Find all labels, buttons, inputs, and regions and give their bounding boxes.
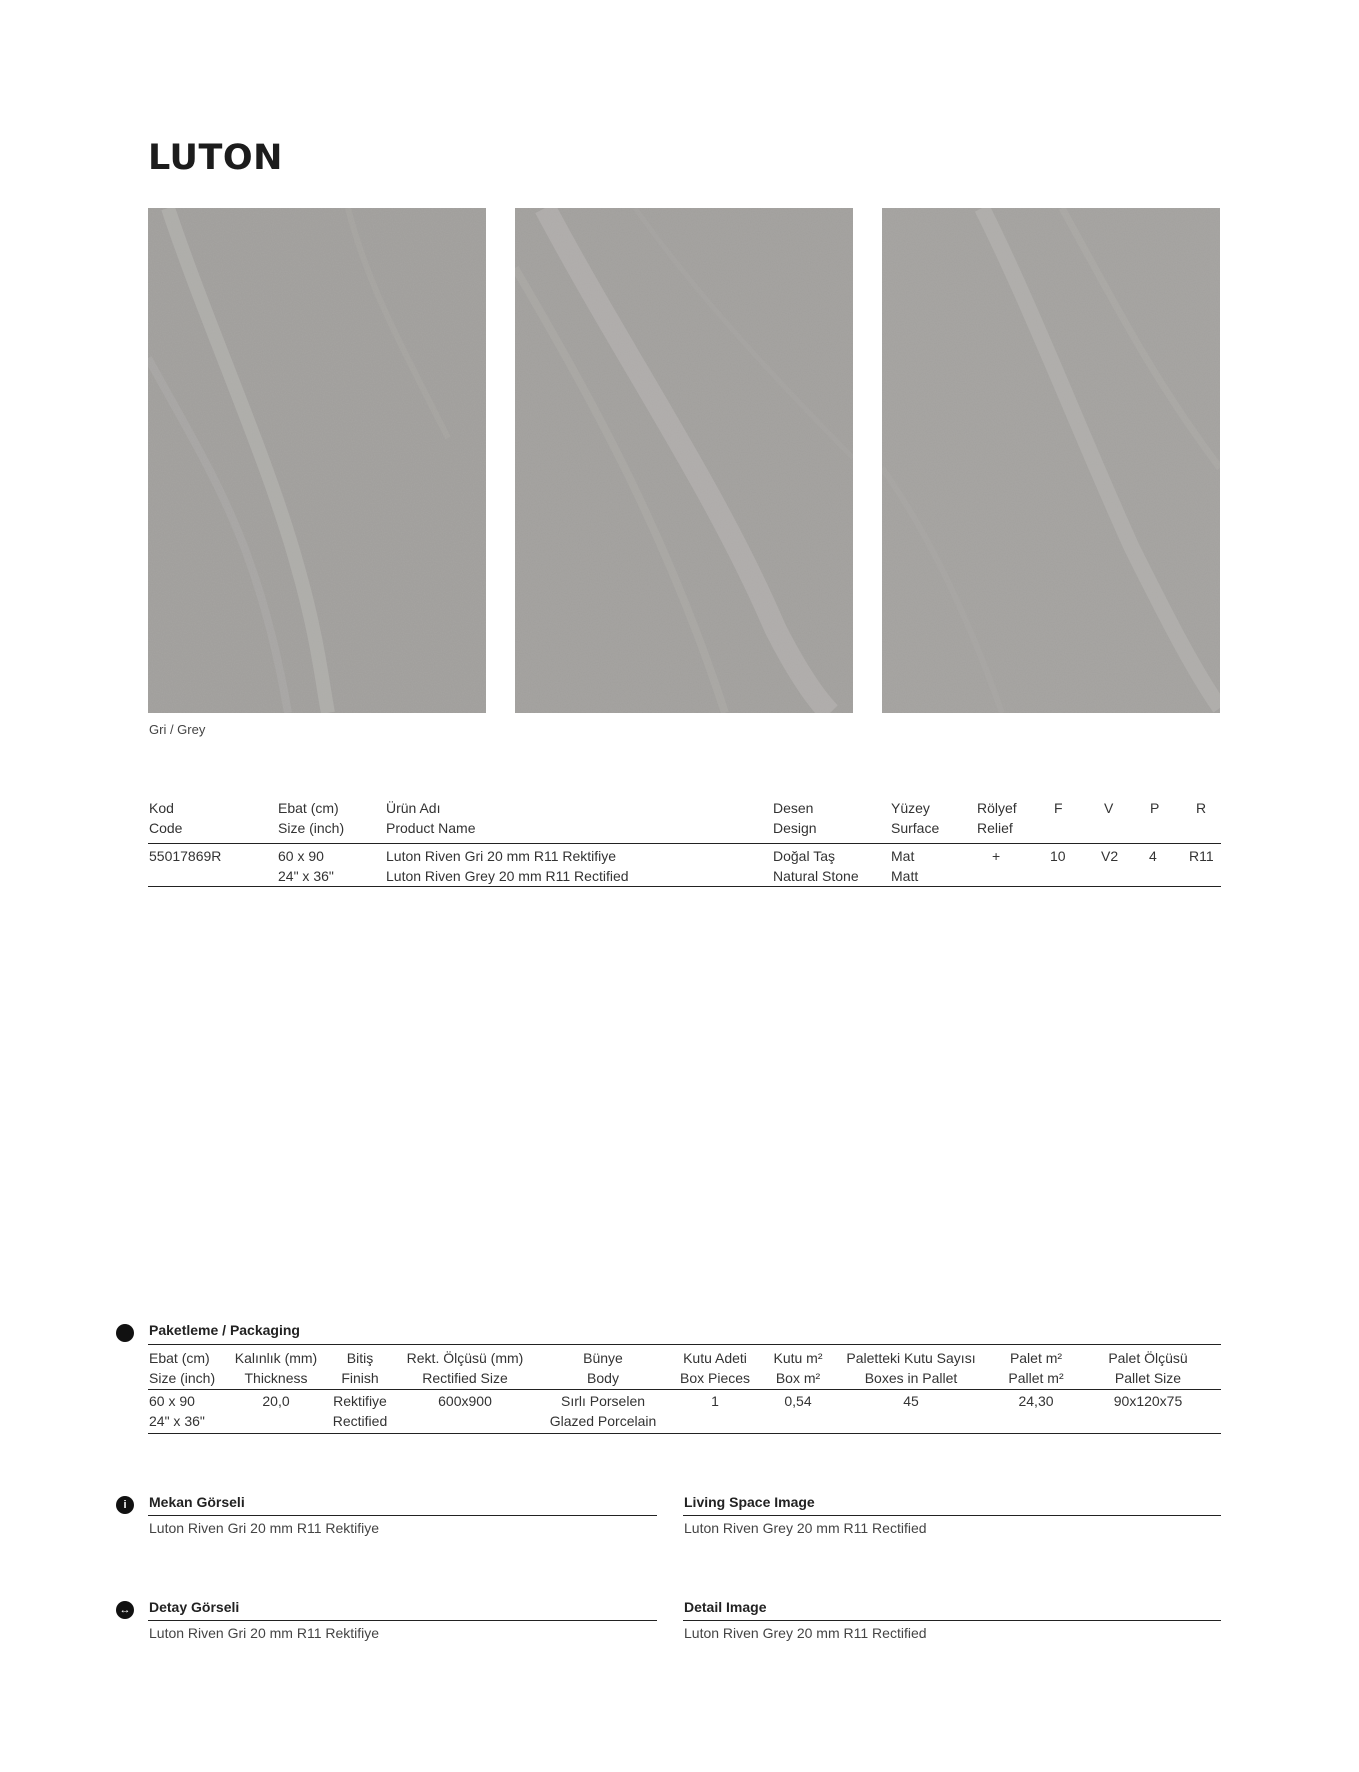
pk-header-body-en: Body	[587, 1370, 619, 1386]
row-p: 4	[1149, 848, 1157, 864]
pk-header-thickness-en: Thickness	[244, 1370, 308, 1386]
tile-caption: Gri / Grey	[149, 722, 206, 737]
header-p: P	[1150, 800, 1160, 816]
detail-text-en: Luton Riven Grey 20 mm R11 Rectified	[684, 1625, 927, 1641]
pk-header-boxm2-en: Box m²	[775, 1370, 821, 1386]
pk-row-body-tr: Sırlı Porselen	[560, 1393, 646, 1409]
living-space-rule-left	[148, 1515, 657, 1516]
pk-header-size-en: Size (inch)	[149, 1370, 216, 1386]
pk-row-rect-size: 600x900	[438, 1393, 492, 1409]
header-code-tr: Kod	[149, 800, 174, 816]
pk-row-finish-tr: Rektifiye	[333, 1393, 387, 1409]
tile-image-1	[148, 208, 486, 713]
pk-header-boxpieces-en: Box Pieces	[679, 1370, 751, 1386]
pk-header-finish-en: Finish	[341, 1370, 379, 1386]
header-size-en: Size (inch)	[278, 820, 345, 836]
pk-row-size-inch: 24" x 36"	[149, 1413, 205, 1429]
pk-row-size-cm: 60 x 90	[149, 1393, 195, 1409]
row-design-tr: Doğal Taş	[773, 848, 836, 864]
pk-header-boxes-pallet-tr: Paletteki Kutu Sayısı	[846, 1350, 976, 1366]
row-name-en: Luton Riven Grey 20 mm R11 Rectified	[386, 868, 629, 884]
pk-header-thickness-tr: Kalınlık (mm)	[234, 1350, 318, 1366]
pk-header-rect-tr: Rekt. Ölçüsü (mm)	[406, 1350, 524, 1366]
header-design-tr: Desen	[773, 800, 814, 816]
header-surface-tr: Yüzey	[891, 800, 930, 816]
header-surface-en: Surface	[891, 820, 940, 836]
packaging-top-rule	[148, 1344, 1221, 1345]
living-space-title-en: Living Space Image	[684, 1494, 815, 1510]
detail-rule-right	[683, 1620, 1221, 1621]
row-f: 10	[1050, 848, 1066, 864]
pk-header-palletsize-tr: Palet Ölçüsü	[1108, 1350, 1188, 1366]
living-space-title-tr: Mekan Görseli	[149, 1494, 245, 1510]
header-design-en: Design	[773, 820, 817, 836]
pk-row-thickness: 20,0	[262, 1393, 290, 1409]
header-code-en: Code	[149, 820, 183, 836]
header-name-tr: Ürün Adı	[386, 800, 441, 816]
tile-image-3	[882, 208, 1220, 713]
info-icon: i	[116, 1496, 134, 1514]
pk-header-rect-en: Rectified Size	[422, 1370, 508, 1386]
row-size-cm: 60 x 90	[278, 848, 324, 864]
pk-header-palletm2-en: Pallet m²	[1008, 1370, 1064, 1386]
pk-row-box-m2: 0,54	[784, 1393, 812, 1409]
pk-header-boxm2-tr: Kutu m²	[773, 1350, 823, 1366]
pk-row-boxes-pallet: 45	[903, 1393, 919, 1409]
packaging-header-divider	[148, 1389, 1221, 1390]
pk-row-pallet-size: 90x120x75	[1113, 1393, 1183, 1409]
product-header-divider	[148, 843, 1221, 844]
pk-row-box-pieces: 1	[711, 1393, 719, 1409]
detail-text-tr: Luton Riven Gri 20 mm R11 Rektifiye	[149, 1625, 380, 1641]
pk-header-palletm2-tr: Palet m²	[1009, 1350, 1063, 1366]
header-relief-tr: Rölyef	[977, 800, 1017, 816]
header-r: R	[1196, 800, 1207, 816]
row-name-tr: Luton Riven Gri 20 mm R11 Rektifiye	[386, 848, 617, 864]
pk-row-body-en: Glazed Porcelain	[549, 1413, 657, 1429]
header-size-tr: Ebat (cm)	[278, 800, 339, 816]
row-relief: +	[992, 848, 1001, 864]
header-v: V	[1104, 800, 1114, 816]
header-f: F	[1054, 800, 1063, 816]
row-surface-tr: Mat	[891, 848, 915, 864]
page-title: LUTON	[148, 138, 283, 178]
row-code: 55017869R	[149, 848, 222, 864]
pk-header-boxpieces-tr: Kutu Adeti	[683, 1350, 747, 1366]
living-space-text-tr: Luton Riven Gri 20 mm R11 Rektifiye	[149, 1520, 380, 1536]
header-relief-en: Relief	[977, 820, 1013, 836]
living-space-text-en: Luton Riven Grey 20 mm R11 Rectified	[684, 1520, 927, 1536]
product-bottom-rule	[148, 886, 1221, 887]
pk-header-palletsize-en: Pallet Size	[1114, 1370, 1182, 1386]
pk-header-body-tr: Bünye	[583, 1350, 623, 1366]
pk-row-finish-en: Rectified	[332, 1413, 388, 1429]
detail-title-en: Detail Image	[684, 1599, 767, 1615]
living-space-rule-right	[683, 1515, 1221, 1516]
detail-icon: ↔	[116, 1601, 134, 1619]
detail-title-tr: Detay Görseli	[149, 1599, 240, 1615]
pk-header-finish-tr: Bitiş	[346, 1350, 374, 1366]
row-design-en: Natural Stone	[773, 868, 859, 884]
pk-header-boxes-pallet-en: Boxes in Pallet	[864, 1370, 958, 1386]
header-name-en: Product Name	[386, 820, 476, 836]
row-size-inch: 24" x 36"	[278, 868, 334, 884]
packaging-bullet-icon	[116, 1324, 134, 1342]
packaging-title: Paketleme / Packaging	[149, 1322, 300, 1338]
row-r: R11	[1189, 848, 1214, 864]
pk-row-pallet-m2: 24,30	[1018, 1393, 1054, 1409]
tile-image-2	[515, 208, 853, 713]
row-surface-en: Matt	[891, 868, 919, 884]
packaging-bottom-rule	[148, 1433, 1221, 1434]
pk-header-size-tr: Ebat (cm)	[149, 1350, 210, 1366]
row-v: V2	[1101, 848, 1119, 864]
detail-rule-left	[148, 1620, 657, 1621]
